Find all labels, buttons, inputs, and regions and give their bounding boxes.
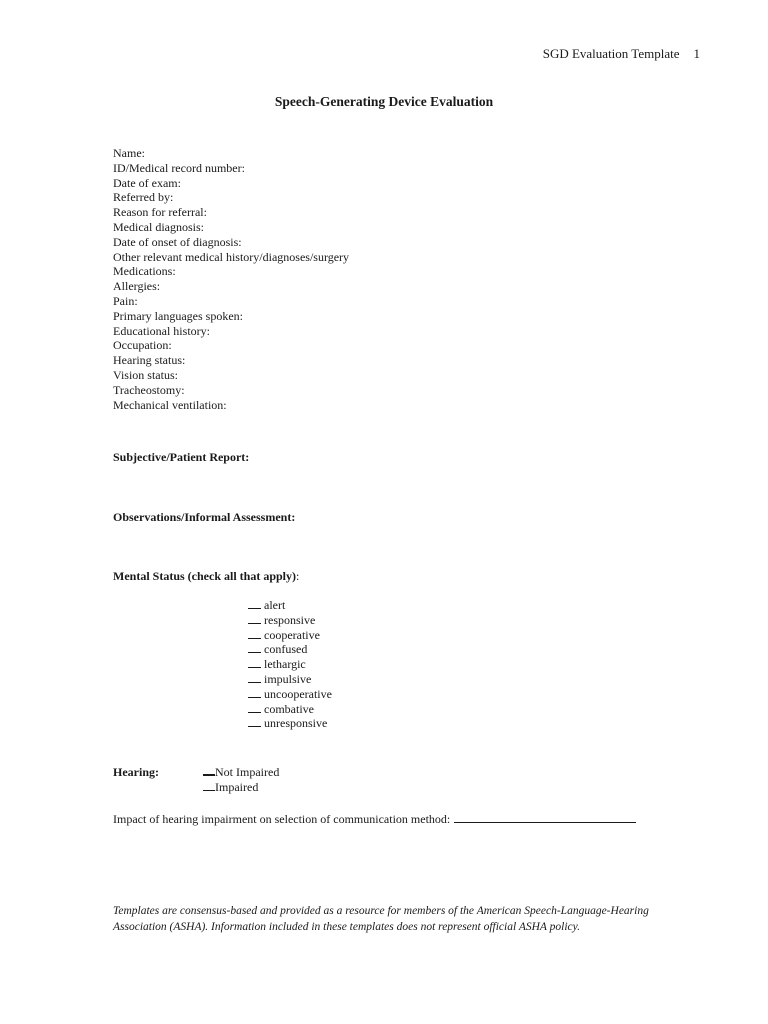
checkbox-blank[interactable] <box>248 672 261 683</box>
checklist-item[interactable] <box>248 657 332 672</box>
hearing-option-label: Not Impaired <box>215 765 280 779</box>
subjective-heading: Subjective/Patient Report: <box>113 450 250 464</box>
checklist-item[interactable] <box>248 716 332 731</box>
mental-status-colon: : <box>296 569 300 583</box>
field-allergies: Allergies: <box>113 279 161 294</box>
field-medications: Medications: <box>113 264 176 279</box>
checklist-item[interactable] <box>248 642 332 657</box>
checklist-label: lethargic <box>264 657 306 672</box>
hearing-option-not-impaired[interactable] <box>203 764 279 780</box>
checklist-item[interactable] <box>248 598 332 613</box>
field-referred-by: Referred by: <box>113 190 174 205</box>
footer-disclaimer: Templates are consensus-based and provided as a resource for members of the American Speech-Language-Hearing Association (ASHA). Information included in these templates does not represent official ASHA policy. <box>113 905 649 933</box>
hearing-impact-label: Impact of hearing impairment on selection of communication method: <box>113 812 451 826</box>
checkbox-blank[interactable] <box>248 716 261 727</box>
field-pain: Pain: <box>113 293 138 308</box>
checklist-item[interactable] <box>248 613 332 628</box>
hearing-options <box>203 764 279 796</box>
running-title: SGD Evaluation Template <box>542 46 680 61</box>
field-other-medical-history: Other relevant medical history/diagnoses/surgery <box>113 249 350 264</box>
checklist-label: confused <box>264 642 308 657</box>
field-primary-languages: Primary languages spoken: <box>113 308 243 323</box>
field-date-of-onset: Date of onset of diagnosis: <box>113 234 242 249</box>
hearing-option-label: Impaired <box>215 780 259 795</box>
checkbox-blank[interactable] <box>248 598 261 609</box>
checkbox-blank[interactable] <box>203 764 215 776</box>
hearing-impact-line <box>113 811 636 827</box>
checklist-label: unresponsive <box>264 716 328 731</box>
field-tracheostomy: Tracheostomy: <box>113 382 185 397</box>
checklist-label: responsive <box>264 612 316 627</box>
checklist-item[interactable] <box>248 628 332 643</box>
hearing-option-impaired[interactable] <box>203 780 279 795</box>
field-medical-diagnosis: Medical diagnosis: <box>113 219 204 234</box>
field-id-medical-record: ID/Medical record number: <box>113 160 245 175</box>
field-occupation: Occupation: <box>113 338 172 353</box>
checklist-label: impulsive <box>264 671 312 686</box>
checkbox-blank[interactable] <box>248 613 261 624</box>
checkbox-blank[interactable] <box>248 687 261 698</box>
field-mechanical-ventilation: Mechanical ventilation: <box>113 397 227 412</box>
field-hearing-status: Hearing status: <box>113 353 186 368</box>
page-number: 1 <box>693 46 700 61</box>
field-name: Name: <box>113 146 145 160</box>
checkbox-blank[interactable] <box>248 642 261 653</box>
running-header <box>543 46 700 62</box>
checkbox-blank[interactable] <box>203 780 215 791</box>
hearing-label: Hearing: <box>113 765 159 779</box>
checklist-item[interactable] <box>248 687 332 702</box>
checkbox-blank[interactable] <box>248 657 261 668</box>
field-date-of-exam: Date of exam: <box>113 175 181 190</box>
checklist-label: cooperative <box>264 627 320 642</box>
observations-heading: Observations/Informal Assessment: <box>113 510 296 524</box>
field-reason-for-referral: Reason for referral: <box>113 205 207 220</box>
field-vision-status: Vision status: <box>113 367 178 382</box>
checklist-item[interactable] <box>248 702 332 717</box>
checklist-label: alert <box>264 598 286 612</box>
mental-status-label: Mental Status (check all that apply) <box>113 569 296 583</box>
patient-info-fields <box>113 146 349 412</box>
document-title: Speech-Generating Device Evaluation <box>274 94 494 109</box>
checklist-label: combative <box>264 701 314 716</box>
checkbox-blank[interactable] <box>248 628 261 639</box>
checklist-item[interactable] <box>248 672 332 687</box>
mental-status-checklist <box>248 598 332 731</box>
mental-status-heading <box>113 569 299 584</box>
field-educational-history: Educational history: <box>113 323 210 338</box>
checkbox-blank[interactable] <box>248 702 261 713</box>
hearing-impact-blank[interactable] <box>454 811 636 823</box>
checklist-label: uncooperative <box>264 686 332 701</box>
